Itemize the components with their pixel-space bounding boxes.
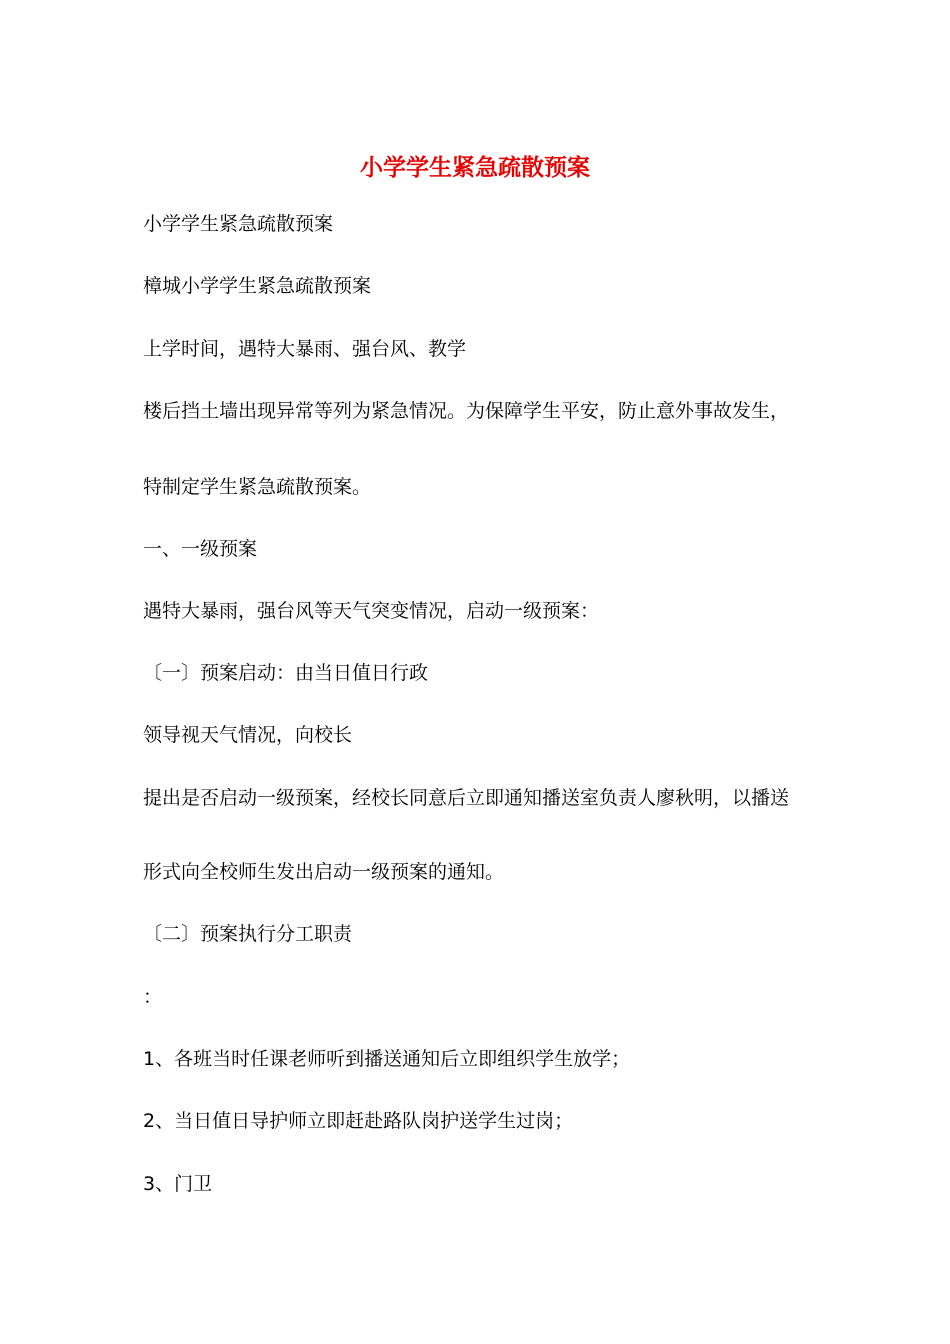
- paragraph-line: 樟城小学学生紧急疏散预案: [143, 275, 372, 297]
- paragraph-line: 领导视天气情况，向校长: [143, 724, 353, 746]
- paragraph-line: 形式向全校师生发出启动一级预案的通知。: [143, 861, 505, 883]
- list-item: 3、门卫: [143, 1173, 213, 1195]
- paragraph-line: 提出是否启动一级预案，经校长同意后立即通知播送室负责人廖秋明，以播送: [143, 787, 790, 809]
- list-item: 1、各班当时任课老师听到播送通知后立即组织学生放学；: [143, 1048, 631, 1070]
- paragraph-line: 楼后挡土墙出现异常等列为紧急情况。为保障学生平安，防止意外事故发生，: [143, 400, 790, 422]
- section-heading: 一、一级预案: [143, 538, 258, 560]
- list-item: 2、当日值日导护师立即赶赴路队岗护送学生过岗；: [143, 1110, 574, 1132]
- subsection-heading: 〔一〕预案启动：由当日值日行政: [143, 662, 429, 684]
- subsection-heading: 〔二〕预案执行分工职责: [143, 923, 353, 945]
- document-title: 小学学生紧急疏散预案: [360, 154, 590, 181]
- paragraph-line: 小学学生紧急疏散预案: [143, 213, 334, 235]
- paragraph-line: ：: [143, 986, 163, 1008]
- paragraph-line: 特制定学生紧急疏散预案。: [143, 476, 372, 498]
- paragraph-line: 遇特大暴雨，强台风等天气突变情况，启动一级预案：: [143, 600, 600, 622]
- paragraph-line: 上学时间，遇特大暴雨、强台风、教学: [143, 338, 467, 360]
